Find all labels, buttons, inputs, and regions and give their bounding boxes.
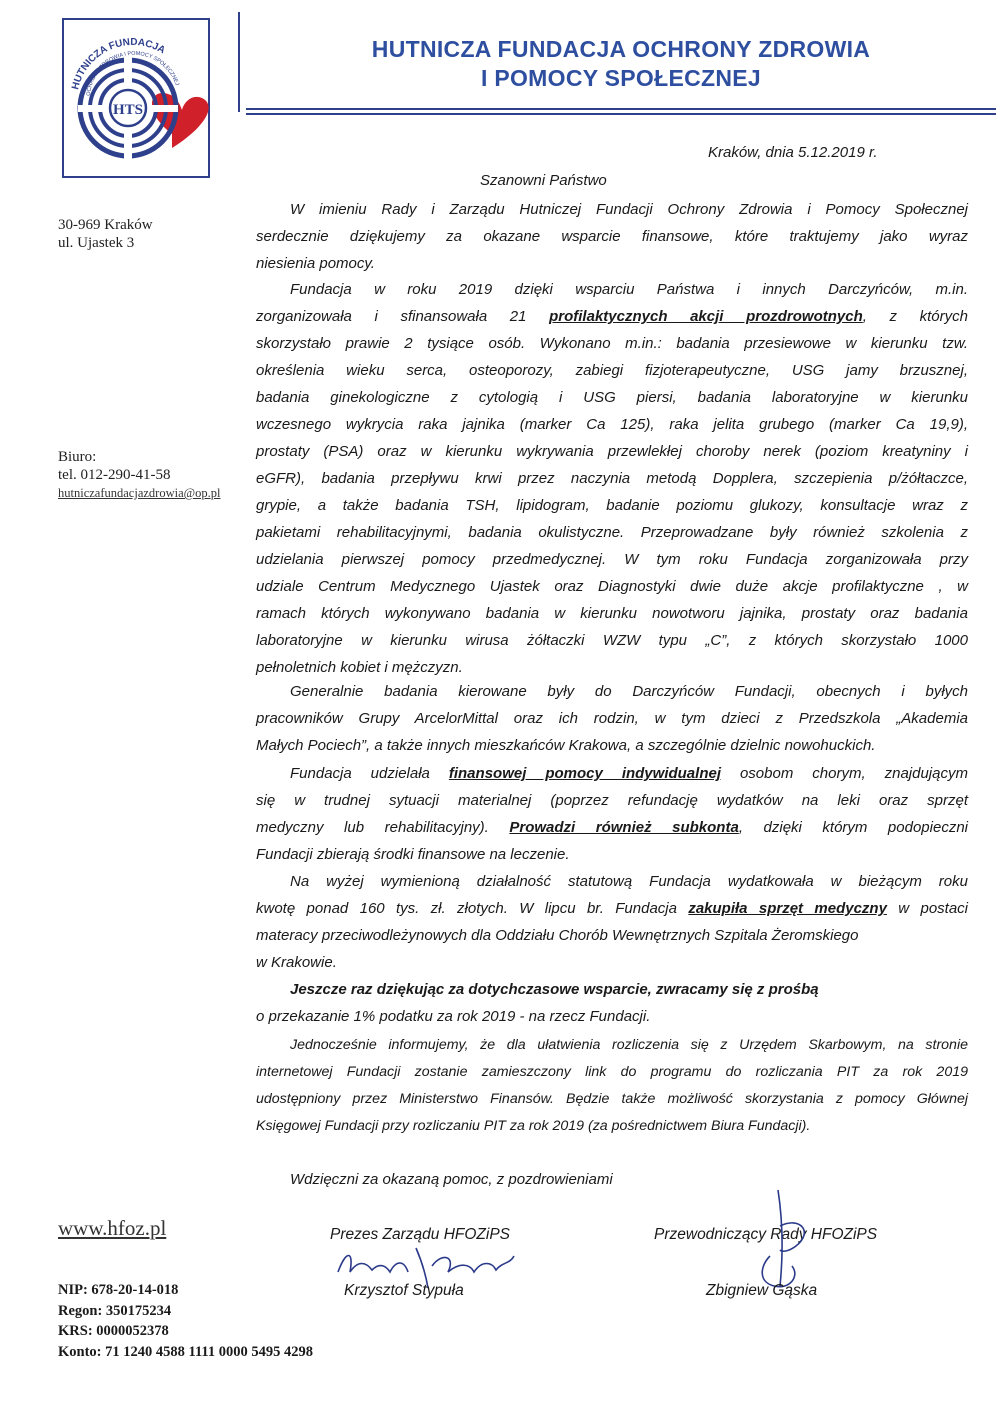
text-line: ramach których wykonywano badania w kierunku nowotworu jajnika, prostaty oraz badania — [256, 605, 968, 622]
text-span: zorganizowała i sfinansowała 21 — [256, 308, 527, 325]
svg-text:OCHRONY ZDROWIA I POMOCY SPOŁE: OCHRONY ZDROWIA I POMOCY SPOŁECZNEJ — [85, 50, 180, 97]
registration-info — [58, 1280, 313, 1362]
text-span: w postaci — [898, 900, 969, 917]
website-link[interactable]: www.hfoz.pl — [58, 1216, 167, 1240]
header-divider-vertical — [238, 12, 240, 112]
text-span: , z których — [862, 308, 968, 325]
text-line: niesienia pomocy. — [256, 255, 375, 272]
text-line: się w trudnej sytuacji materialnej (poprzez refundację wydatków na leki oraz sprzęt — [256, 792, 968, 809]
header-divider-line — [246, 113, 996, 115]
office-label: Biuro: — [58, 449, 97, 465]
text-line — [256, 814, 968, 841]
text-line: o przekazanie 1% podatku za rok 2019 - na rzecz Fundacji. — [256, 1008, 651, 1025]
text-line: W imieniu Rady i Zarządu Hutniczej Fundacji Ochrony Zdrowia i Pomocy Społecznej — [290, 201, 968, 218]
logo-emblem-icon — [64, 20, 210, 178]
nip-number: NIP: 678-20-14-018 — [58, 1282, 179, 1298]
text-span: kwotę ponad 160 tys. zł. złotych. W lipcu br. Fundacja — [256, 900, 677, 917]
svg-text:HTS: HTS — [112, 102, 144, 118]
paragraph-2 — [256, 276, 968, 681]
foundation-logo — [62, 18, 210, 178]
text-line: Generalnie badania kierowane były do Darczyńców Fundacji, obecnych i byłych — [290, 683, 968, 700]
paragraph-4 — [256, 760, 968, 868]
signatory-role-right: Przewodniczący Rady HFOZiPS — [654, 1226, 878, 1243]
paragraph-6 — [256, 976, 968, 1030]
paragraph-5 — [256, 868, 968, 976]
text-line: Księgowej Fundacji przy rozliczaniu PIT za rok 2019 (za pośrednictwem Biura Fundacji). — [256, 1118, 811, 1134]
signatory-name-right: Zbigniew Gąska — [706, 1282, 818, 1299]
signatory-role-left: Prezes Zarządu HFOZiPS — [330, 1226, 511, 1243]
text-line — [256, 760, 968, 787]
krs-number: KRS: 0000052378 — [58, 1323, 169, 1339]
highlighted-phrase: zakupiła sprzęt medyczny — [688, 900, 887, 917]
text-line: grypie, a także badania TSH, lipidogram, badanie poziomu glukozy, konsultacje wraz z — [256, 497, 968, 514]
text-line: internetowej Fundacji zostanie zamieszczony link do programu do rozliczania PIT za rok 2019 — [256, 1064, 968, 1080]
text-line: skorzystało prawie 2 tysiące osób. Wykonano m.in.: badania przesiewowe w kierunku tzw. — [256, 335, 968, 352]
text-line: określenia wieku serca, osteoporozy, zabiegi fizjoterapeutyczne, USG jamy brzusznej, — [256, 362, 968, 379]
text-line: w Krakowie. — [256, 954, 337, 971]
salutation: Szanowni Państwo — [480, 172, 607, 189]
text-line: badania ginekologiczne z cytologią i USG piersi, badania laboratoryjne w kierunku — [256, 389, 968, 406]
address-line: ul. Ujastek 3 — [58, 235, 135, 251]
text-span: , dzięki którym podopieczni — [738, 819, 968, 836]
text-line: udzielania pierwszej pomocy przedmedycznej. W tym roku Fundacja zorganizowała przy — [256, 551, 968, 568]
closing-line: Wdzięczni za okazaną pomoc, z pozdrowieniami — [290, 1171, 613, 1188]
text-line: Jeszcze raz dziękując za dotychczasowe wsparcie, zwracamy się z prośbą — [290, 981, 819, 998]
address-line: 30-969 Kraków — [58, 217, 153, 233]
organization-title-line2: I POMOCY SPOŁECZNEJ — [480, 65, 762, 91]
address-block — [58, 216, 153, 252]
text-line — [256, 303, 968, 330]
text-span: medyczny lub rehabilitacyjny). — [256, 819, 489, 836]
text-line: pełnoletnich kobiet i mężczyzn. — [256, 659, 463, 676]
text-line: pracowników Grupy ArcelorMittal oraz ich rodzin, w tym dzieci z Przedszkola „Akademia — [256, 710, 968, 727]
office-contact-block — [58, 448, 221, 502]
signatory-name-left: Krzysztof Stypuła — [344, 1282, 464, 1299]
paragraph-1 — [256, 196, 968, 277]
header-divider-line — [246, 108, 996, 110]
text-line: serdecznie dziękujemy za okazane wsparcie finansowe, które traktujemy jako wyraz — [256, 228, 968, 245]
paragraph-7 — [256, 1032, 968, 1140]
text-line: materacy przeciwodleżynowych dla Oddziału Chorób Wewnętrznych Szpitala Żeromskiego — [256, 927, 859, 944]
text-line: wczesnego wykrycia raka jajnika (marker Ca 125), raka jelita grubego (marker Ca 19,9), — [256, 416, 968, 433]
letter-date: Kraków, dnia 5.12.2019 r. — [708, 144, 878, 161]
bank-account: Konto: 71 1240 4588 1111 0000 5495 4298 — [58, 1343, 313, 1360]
email-link[interactable]: hutniczafundacjazdrowia@op.pl — [58, 486, 221, 500]
text-line: Fundacja w roku 2019 dzięki wsparciu Państwa i innych Darczyńców, m.in. — [290, 281, 968, 298]
text-line: Na wyżej wymienioną działalność statutową Fundacja wydatkowała w bieżącym roku — [290, 873, 968, 890]
text-span: Fundacja udzielała — [290, 765, 430, 782]
text-line — [256, 895, 968, 922]
text-line: laboratoryjne w kierunku wirusa żółtaczki WZW typu „C”, z których skorzystało 1000 — [256, 632, 968, 649]
regon-number: Regon: 350175234 — [58, 1302, 172, 1319]
highlighted-phrase: Prowadzi również subkonta — [509, 819, 739, 836]
phone-number: tel. 012-290-41-58 — [58, 467, 171, 483]
text-line: pakietami rehabilitacyjnymi, badania okulistyczne. Przeprowadzane były również szkolenia z — [256, 524, 968, 541]
text-line: udziale Centrum Medycznego Ujastek oraz Diagnostyki dwie duże akcje profilaktyczne , w — [256, 578, 968, 595]
text-line: Jednocześnie informujemy, że dla ułatwienia rozliczenia się z Urzędem Skarbowym, na stronie — [290, 1037, 968, 1053]
text-line: Fundacji zbierają środki finansowe na leczenie. — [256, 846, 570, 863]
text-span: osobom chorym, znajdującym — [739, 765, 968, 782]
svg-text:HUTNICZA FUNDACJA: HUTNICZA FUNDACJA — [70, 36, 167, 91]
text-line: prostaty (PSA) oraz w kierunku wykrywania przewlekłej choroby nerek (poziom kreatyniny i — [256, 443, 968, 460]
text-line: Małych Pociech”, a także innych mieszkańców Krakowa, a szczególnie dzielnic nowohuckich. — [256, 737, 876, 754]
highlighted-phrase: finansowej pomocy indywidualnej — [448, 765, 721, 782]
text-line: eGFR), badania przepływu krwi przez naczynia metodą Dopplera, szczepienia p/żółtaczce, — [256, 470, 968, 487]
highlighted-phrase: profilaktycznych akcji prozdrowotnych — [549, 308, 863, 325]
organization-title: HUTNICZA FUNDACJA OCHRONY ZDROWIA — [371, 36, 871, 62]
text-line: udostępniony przez Ministerstwo Finansów. Będzie także możliwość skorzystania z pomocy Głównej — [256, 1091, 968, 1107]
paragraph-3 — [256, 678, 968, 759]
